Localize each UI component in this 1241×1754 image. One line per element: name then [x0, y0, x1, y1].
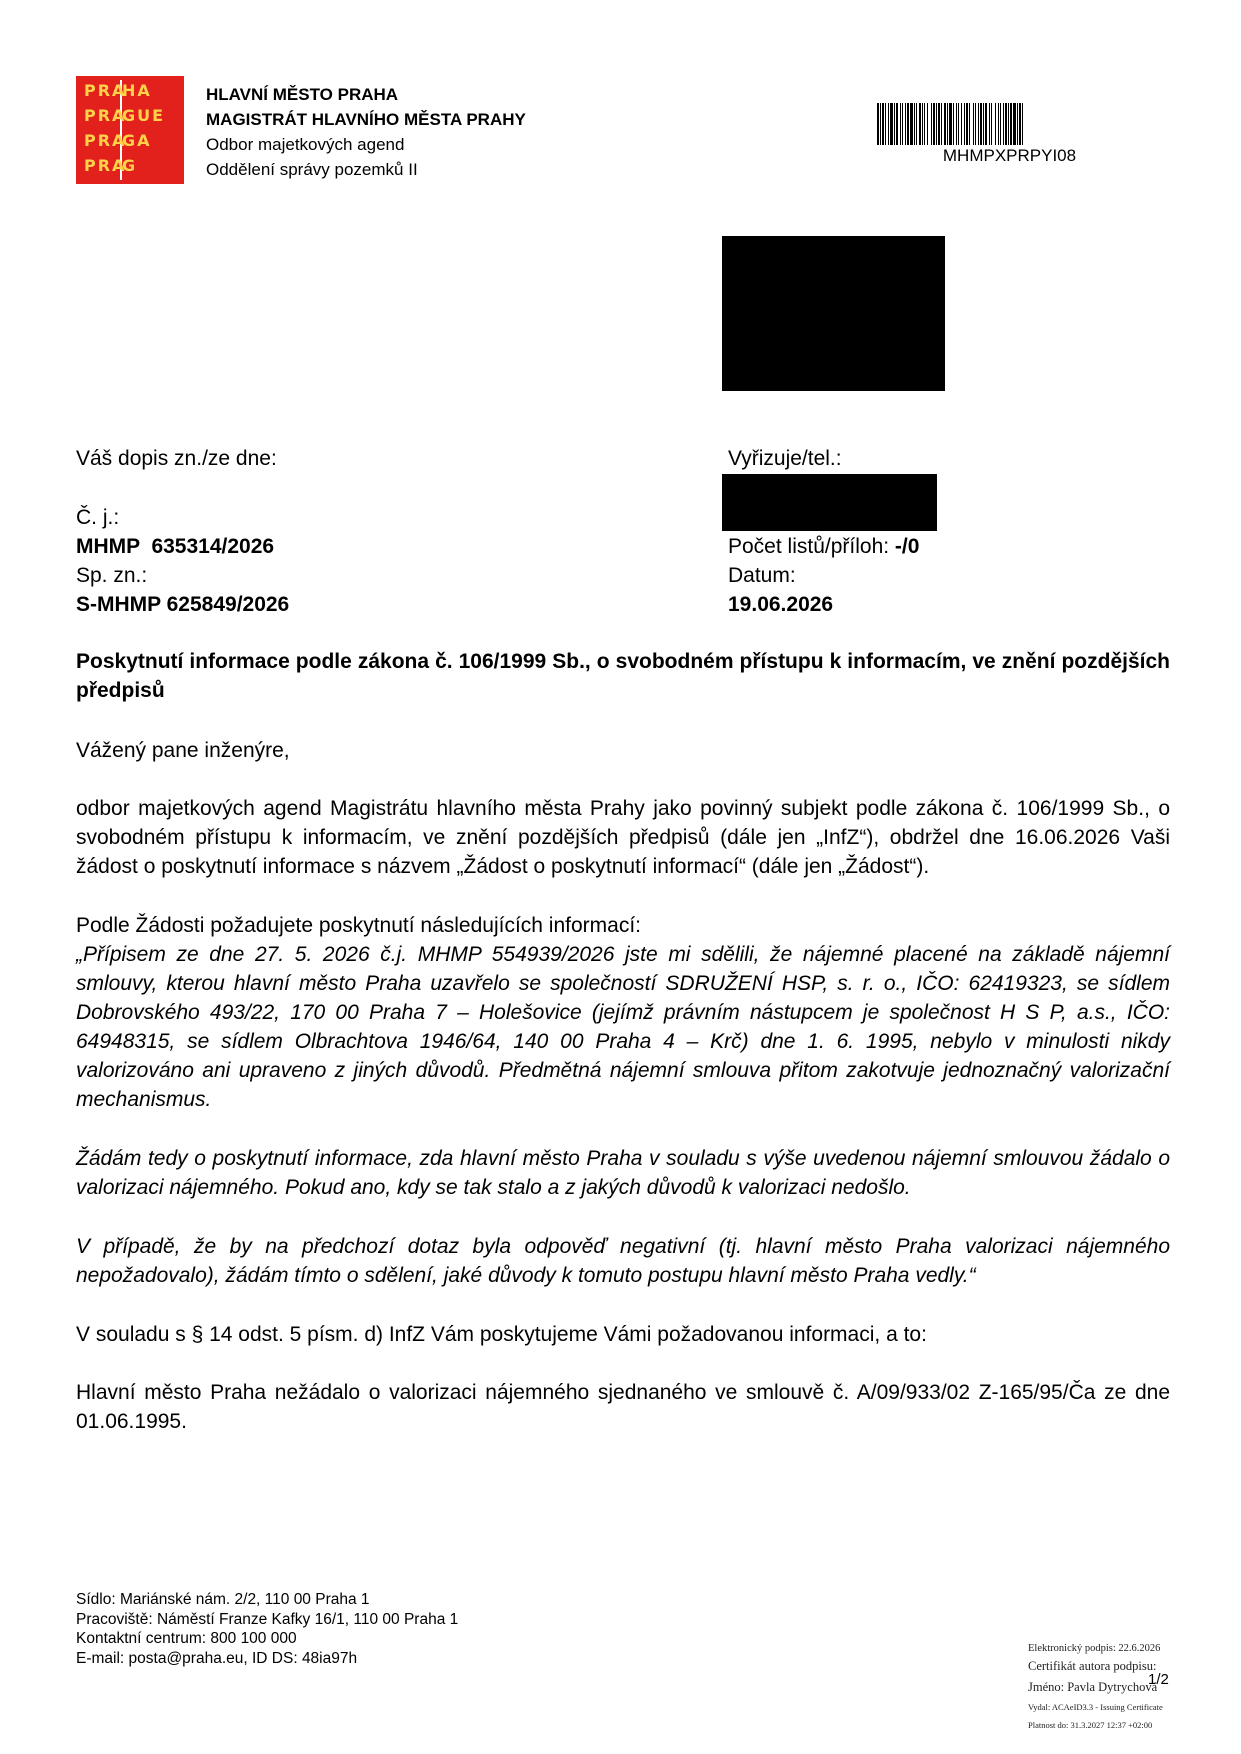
signature-cert-label: Certifikát autora podpisu:: [1028, 1659, 1157, 1673]
logo-row: [84, 156, 138, 175]
salutation: Vážený pane inženýre,: [76, 739, 290, 762]
org-section: Oddělení správy pozemků II: [206, 160, 418, 179]
logo-text: HA: [122, 81, 152, 100]
request-quote-2: Žádám tedy o poskytnutí informace, zda hlavní město Praha v souladu s výše uvedenou nájemní smlouvou žádalo o valorizaci nájemného. Pokud ano, kdy se tak stalo a z jakých důvodů k valorizaci nedošlo.: [76, 1147, 1170, 1199]
footer-address: Sídlo: Mariánské nám. 2/2, 110 00 Praha 1: [76, 1591, 370, 1608]
letter-subject: Poskytnutí informace podle zákona č. 106/1999 Sb., o svobodném přístupu k informacím, ve znění pozdějších předpisů: [76, 650, 1170, 702]
paragraph-response-intro: V souladu s § 14 odst. 5 písm. d) InfZ Vám poskytujeme Vámi požadovanou informaci, a to:: [76, 1323, 927, 1346]
logo-row: [84, 131, 152, 150]
signature-validity: Platnost do: 31.3.2027 12:37 +02:00: [1028, 1720, 1153, 1730]
logo-text: GA: [122, 131, 152, 150]
footer-contacts: [76, 1590, 458, 1668]
paragraph-intro: odbor majetkových agend Magistrátu hlavního města Prahy jako povinný subjekt podle zákona č. 106/1999 Sb., o svobodném přístupu k informacím, ve znění pozdějších předpisů (dále jen „InfZ“), obdržel dne 16.06.2026 Vaši žádost o poskytnutí informace s názvem „Žádost o poskytnutí informací“ (dále jen „Žádost“).: [76, 797, 1170, 878]
paragraph-answer: Hlavní město Praha nežádalo o valorizaci nájemného sjednaného ve smlouvě č. A/09/933/02 Z-165/95/Ča ze dne 01.06.1995.: [76, 1381, 1170, 1433]
barcode: [877, 103, 1142, 145]
request-quote-3: V případě, že by na předchozí dotaz byla odpověď negativní (tj. hlavní město Praha valorizaci nájemného nepožadovalo), žádám tímto o sdělení, jaké důvody k tomuto postupu hlavní město Praha vedly.“: [76, 1235, 1170, 1287]
page-number: 1/2: [1148, 1671, 1169, 1688]
logo-row: [84, 106, 166, 125]
file-number: S-MHMP 625849/2026: [76, 593, 290, 616]
handler-label: Vyřizuje/tel.:: [728, 447, 842, 470]
logo-text: PRA: [84, 156, 127, 175]
logo-text: PRA: [84, 131, 127, 150]
barcode-label: MHMPXPRPYI08: [942, 146, 1077, 165]
org-department: Odbor majetkových agend: [206, 135, 405, 154]
logo-text: PRA: [84, 81, 127, 100]
redacted-handler-contact: [722, 474, 937, 531]
signature-date: Elektronický podpis: 22.6.2026: [1028, 1643, 1161, 1654]
your-letter-label: Váš dopis zn./ze dne:: [76, 447, 277, 470]
pages-attachments: [728, 532, 919, 561]
date-value: 19.06.2026: [728, 593, 834, 616]
signature-name: Jméno: Pavla Dytrychová: [1028, 1680, 1158, 1694]
pages-label: Počet listů/příloh:: [728, 535, 895, 558]
request-quote-1: „Přípisem ze dne 27. 5. 2026 č.j. MHMP 554939/2026 jste mi sdělili, že nájemné placené na základě nájemní smlouvy, kterou hlavní město Praha uzavřelo se společností SDRUŽENÍ HSP, s. r. o., IČO: 62419323, se sídlem Dobrovského 493/22, 170 00 Praha 7 – Holešovice (jejímž právním nástupcem je společnost H S P, a.s., IČO: 64948315, se sídlem Olbrachtova 1946/64, 140 00 Praha 4 – Krč) dne 1. 6. 1995, nebylo v minulosti nikdy valorizováno ani upraveno z jiných důvodů. Předmětná nájemní smlouva přitom zakotvuje jednoznačný valorizační mechanismus.: [76, 943, 1170, 1111]
date-label: Datum:: [728, 564, 796, 587]
file-number-label: Sp. zn.:: [76, 564, 148, 587]
redacted-address-block: [722, 236, 945, 391]
footer-email: E-mail: posta@praha.eu, ID DS: 48ia97h: [76, 1649, 358, 1667]
pages-value: -/0: [894, 535, 920, 558]
footer-workplace: Pracoviště: Náměstí Franze Kafky 16/1, 110 00 Praha 1: [76, 1610, 459, 1628]
footer-contact-center: Kontaktní centrum: 800 100 000: [76, 1630, 297, 1647]
reference-number: MHMP 635314/2026: [76, 535, 275, 558]
org-name: HLAVNÍ MĚSTO PRAHA: [206, 85, 399, 104]
org-magistrate: MAGISTRÁT HLAVNÍHO MĚSTA PRAHY: [206, 110, 526, 129]
logo-text: G: [122, 156, 138, 175]
logo-text: PRA: [84, 106, 127, 125]
request-intro: Podle Žádosti požadujete poskytnutí následujících informací:: [76, 914, 641, 937]
organization-header: [206, 82, 526, 182]
logo-text: GUE: [122, 106, 166, 125]
reference-number-label: Č. j.:: [76, 506, 120, 529]
prague-logo: [76, 76, 184, 184]
logo-row: [84, 81, 152, 100]
signature-issuer: Vydal: ACAeID3.3 - Issuing Certificate: [1028, 1702, 1163, 1712]
